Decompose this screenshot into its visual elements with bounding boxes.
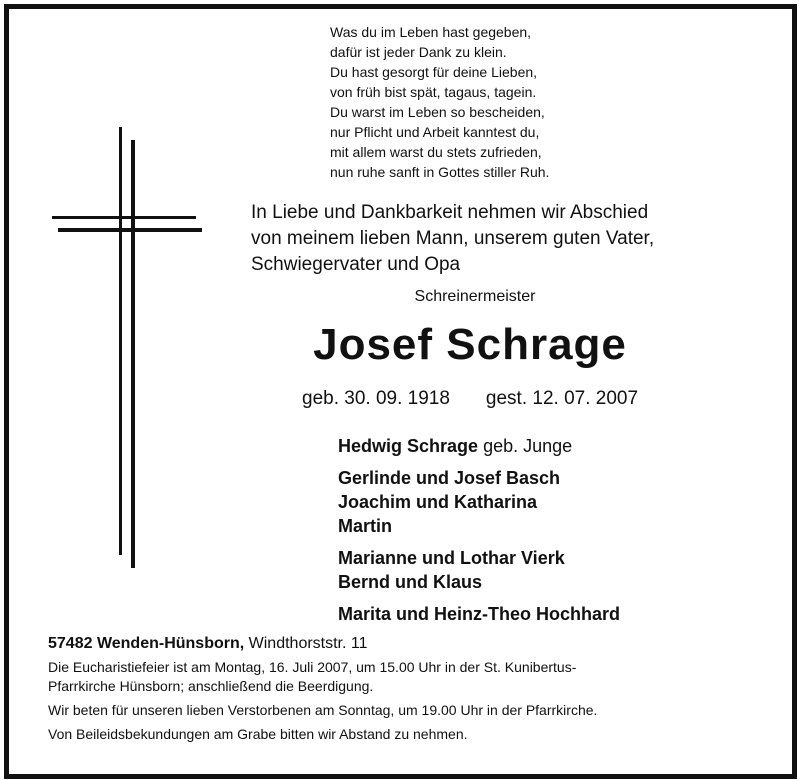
family-widow <box>338 434 620 458</box>
profession: Schreinermeister <box>414 288 536 305</box>
poem-line: mit allem warst du stets zufrieden, <box>330 144 542 160</box>
family-member: Bernd und Klaus <box>338 572 483 592</box>
widow-maiden-name: geb. Junge <box>483 436 573 456</box>
family-member: Martin <box>338 516 392 536</box>
poem-line: von früh bist spät, tagaus, tagein. <box>330 84 537 100</box>
farewell-line: Schwiegervater und Opa <box>251 254 461 275</box>
life-dates <box>302 388 638 410</box>
footer-info <box>48 634 597 744</box>
mass-info-line: Pfarrkirche Hünsborn; anschließend die Beerdigung. <box>48 678 374 694</box>
deceased-name: Josef Schrage <box>313 320 627 369</box>
farewell-line: von meinem lieben Mann, unserem guten Vater, <box>251 228 655 249</box>
family-member: Marita und Heinz-Theo Hochhard <box>338 604 621 624</box>
family-member: Gerlinde und Josef Basch <box>338 468 561 488</box>
poem-line: Du hast gesorgt für deine Lieben, <box>330 64 538 80</box>
death-date: gest. 12. 07. 2007 <box>485 388 639 409</box>
address <box>48 634 597 653</box>
family-member: Joachim und Katharina <box>338 492 538 512</box>
address-street: Windthorststr. 11 <box>248 635 368 652</box>
birth-date: geb. 30. 09. 1918 <box>302 388 450 409</box>
poem-line: nun ruhe sanft in Gottes stiller Ruh. <box>330 164 550 180</box>
poem <box>330 22 549 182</box>
address-city: 57482 Wenden-Hünsborn, <box>48 635 245 652</box>
family-list <box>338 434 620 626</box>
widow-name: Hedwig Schrage <box>338 436 479 456</box>
poem-line: Du warst im Leben so bescheiden, <box>330 104 545 120</box>
poem-line: Was du im Leben hast gegeben, <box>330 24 532 40</box>
prayer-info: Wir beten für unseren lieben Verstorbenen am Sonntag, um 19.00 Uhr in der Pfarrkirche. <box>48 702 598 718</box>
poem-line: nur Pflicht und Arbeit kanntest du, <box>330 124 540 140</box>
farewell-line: In Liebe und Dankbarkeit nehmen wir Abschied <box>251 202 649 223</box>
mass-info-line: Die Eucharistiefeier ist am Montag, 16. Juli 2007, um 15.00 Uhr in der St. Kunibertus- <box>48 659 577 675</box>
farewell-text <box>251 200 654 278</box>
poem-line: dafür ist jeder Dank zu klein. <box>330 44 507 60</box>
family-member: Marianne und Lothar Vierk <box>338 548 565 568</box>
condolence-note: Von Beileidsbekundungen am Grabe bitten wir Abstand zu nehmen. <box>48 726 468 742</box>
